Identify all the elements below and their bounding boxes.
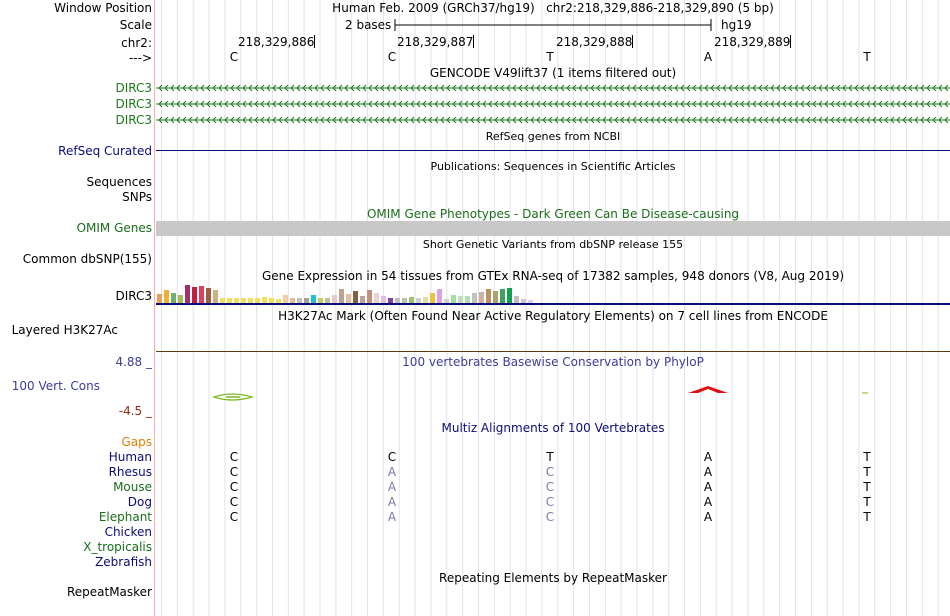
label-divider [154, 0, 155, 616]
species-label[interactable]: Mouse [113, 480, 152, 494]
gtex-tissue-bar [164, 290, 169, 303]
omim-track-title: OMIM Gene Phenotypes - Dark Green Can Be Disease-causing [366, 207, 740, 221]
gtex-tissue-bar [486, 289, 491, 303]
aligned-base: A [387, 480, 397, 494]
gtex-tissue-bar [360, 296, 365, 303]
ruler-tick [473, 35, 474, 48]
gencode-track-title: GENCODE V49lift37 (1 items filtered out) [429, 66, 677, 80]
aligned-base: A [387, 510, 397, 524]
gtex-tissue-bar [507, 288, 512, 303]
chrom-label: chr2: [121, 36, 152, 50]
aligned-base: A [703, 480, 713, 494]
aligned-base: A [703, 450, 713, 464]
gtex-tissue-bar [381, 296, 386, 303]
gtex-tissue-bar [465, 296, 470, 303]
gencode-gene-label[interactable]: DIRC3 [115, 97, 152, 111]
reference-base: C [229, 50, 239, 64]
gtex-tissue-bar [206, 288, 211, 303]
gtex-tissue-bar [199, 286, 204, 303]
gtex-tissue-bar [500, 289, 505, 303]
gtex-expression-bars[interactable] [156, 283, 950, 305]
repeatmasker-track-title: Repeating Elements by RepeatMasker [439, 571, 667, 585]
aligned-base: C [545, 495, 555, 509]
gtex-track-title: Gene Expression in 54 tissues from GTEx RNA-seq of 17382 samples, 948 donors (V8, Aug 2019) [261, 269, 845, 283]
aligned-base: A [703, 510, 713, 524]
strand-label: ---> [128, 51, 152, 65]
aligned-base: C [229, 450, 239, 464]
sequences-label[interactable]: Sequences [86, 175, 152, 189]
gtex-tissue-bar [192, 287, 197, 303]
gtex-tissue-bar [339, 289, 344, 303]
gencode-gene-label[interactable]: DIRC3 [115, 81, 152, 95]
refseq-curated-label[interactable]: RefSeq Curated [58, 144, 152, 158]
gtex-tissue-bar [157, 294, 162, 303]
aligned-base: C [545, 465, 555, 479]
gtex-tissue-bar [311, 295, 316, 303]
gtex-tissue-bar [346, 294, 351, 303]
gtex-tissue-bar [437, 289, 442, 303]
conservation-track-title: 100 vertebrates Basewise Conservation by PhyloP [402, 355, 704, 369]
aligned-base: T [863, 465, 871, 479]
species-label[interactable]: Dog [127, 495, 152, 509]
conservation-track-label[interactable]: 100 Vert. Cons [11, 379, 100, 393]
aligned-base: A [703, 495, 713, 509]
aligned-base: C [387, 450, 397, 464]
publications-track-title: Publications: Sequences in Scientific Articles [430, 160, 676, 173]
gtex-gene-label[interactable]: DIRC3 [115, 289, 152, 303]
reference-base: A [703, 50, 713, 64]
ruler-position: 218,329,888 [556, 35, 633, 49]
refseq-gene-line[interactable] [156, 150, 950, 151]
omim-genes-label[interactable]: OMIM Genes [76, 221, 152, 235]
layered-h3k27ac-label[interactable]: Layered H3K27Ac [11, 323, 118, 337]
aligned-base: C [229, 510, 239, 524]
gtex-tissue-bar [171, 293, 176, 303]
species-label[interactable]: Zebrafish [95, 555, 152, 569]
aligned-base: T [546, 450, 554, 464]
species-label[interactable]: Human [108, 450, 152, 464]
gtex-tissue-bar [472, 293, 477, 303]
gtex-tissue-bar [458, 296, 463, 303]
window-position-value: Human Feb. 2009 (GRCh37/hg19) chr2:218,329,886-218,329,890 (5 bp) [332, 1, 774, 15]
gtex-tissue-bar [430, 293, 435, 303]
gtex-tissue-bar [451, 295, 456, 303]
aligned-base: C [545, 480, 555, 494]
aligned-base: A [387, 495, 397, 509]
gtex-tissue-bar [213, 290, 218, 303]
aligned-base: C [229, 495, 239, 509]
scale-label: Scale [119, 18, 152, 32]
reference-base: C [387, 50, 397, 64]
gtex-tissue-bar [185, 285, 190, 303]
aligned-base: T [863, 495, 871, 509]
common-dbsnp-label[interactable]: Common dbSNP(155) [22, 252, 152, 266]
species-label[interactable]: X_tropicalis [83, 540, 152, 554]
aligned-base: C [545, 510, 555, 524]
ruler-tick [314, 35, 315, 48]
gtex-gene-model[interactable] [156, 303, 950, 305]
gtex-tissue-bar [367, 290, 372, 303]
ruler-tick [632, 35, 633, 48]
repeatmasker-label[interactable]: RepeatMasker [66, 585, 152, 599]
h3k27ac-signal-line[interactable] [156, 351, 950, 352]
aligned-base: T [863, 510, 871, 524]
gtex-tissue-bar [514, 296, 519, 303]
gencode-gene-label[interactable]: DIRC3 [115, 113, 152, 127]
species-label[interactable]: Elephant [98, 510, 152, 524]
species-label[interactable]: Rhesus [108, 465, 152, 479]
conservation-min-label: -4.5 _ [118, 404, 152, 418]
aligned-base: A [387, 465, 397, 479]
omim-gene-bar[interactable] [156, 221, 950, 236]
scale-value: 2 bases [345, 18, 392, 32]
aligned-base: C [229, 465, 239, 479]
aligned-base: C [229, 480, 239, 494]
gencode-transcript[interactable] [156, 99, 950, 109]
multiz-track-title: Multiz Alignments of 100 Vertebrates [441, 421, 665, 435]
reference-base: T [863, 50, 871, 64]
ruler-position: 218,329,887 [397, 35, 474, 49]
ruler-tick [790, 35, 791, 48]
ruler-position: 218,329,886 [238, 35, 315, 49]
aligned-base: T [863, 450, 871, 464]
gencode-transcript[interactable] [156, 115, 950, 125]
gencode-transcript[interactable] [156, 83, 950, 93]
phylop-signal[interactable] [156, 382, 950, 404]
gtex-tissue-bar [283, 295, 288, 303]
gtex-tissue-bar [374, 293, 379, 303]
aligned-base: T [863, 480, 871, 494]
gaps-label[interactable]: Gaps [121, 435, 152, 449]
gtex-tissue-bar [353, 291, 358, 303]
assembly-label: hg19 [721, 18, 752, 32]
gtex-tissue-bar [479, 292, 484, 303]
window-position-label: Window Position [54, 1, 152, 15]
species-label[interactable]: Chicken [104, 525, 152, 539]
ruler-position: 218,329,889 [714, 35, 791, 49]
gtex-tissue-bar [493, 291, 498, 303]
h3k27ac-track-title: H3K27Ac Mark (Often Found Near Active Regulatory Elements) on 7 cell lines from ENCODE [278, 309, 828, 323]
refseq-track-title: RefSeq genes from NCBI [485, 130, 621, 143]
gtex-tissue-bar [178, 295, 183, 303]
dbsnp-track-title: Short Genetic Variants from dbSNP release 155 [422, 238, 684, 251]
reference-base: T [546, 50, 554, 64]
gtex-tissue-bar [332, 295, 337, 303]
scale-bar [393, 17, 715, 33]
snps-label[interactable]: SNPs [122, 190, 152, 204]
aligned-base: A [703, 465, 713, 479]
conservation-max-label: 4.88 _ [115, 355, 152, 369]
